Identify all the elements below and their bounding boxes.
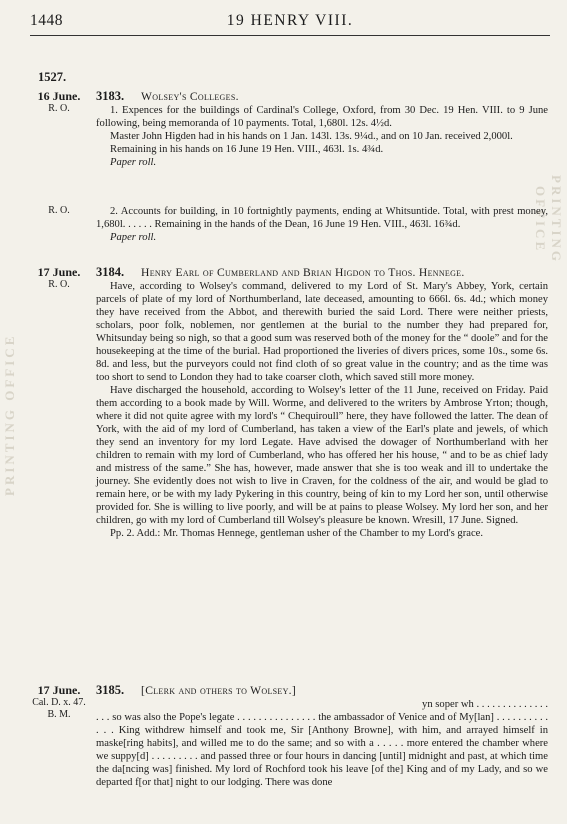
- entry-title: Henry Earl of Cumberland and Brian Higdon to Thos. Hennege.: [141, 266, 465, 279]
- entry-date: 16 June.: [37, 89, 81, 103]
- entry-number: 3185.: [96, 683, 125, 697]
- entry-note: Paper roll.: [110, 232, 157, 243]
- entry-paragraph: Master John Higden had in his hands on 1 Jan. 143l. 13s. 9¼d., and on 10 Jan. received 2,000l.: [110, 131, 513, 142]
- header-rule: [30, 35, 550, 36]
- page-header: [30, 10, 550, 32]
- page-number: 1448: [30, 12, 63, 29]
- entry-3183-margin: [30, 89, 88, 115]
- entry-date: 17 June.: [37, 265, 81, 279]
- entry-note: Paper roll.: [110, 157, 157, 168]
- entry-note: Pp. 2. Add.: Mr. Thomas Hennege, gentleman usher of the Chamber to my Lord's grace.: [110, 528, 484, 539]
- entry-3184: [96, 265, 548, 540]
- entry-3183: [96, 89, 548, 169]
- entry-3183-part-2: [96, 205, 548, 244]
- entry-fragment: yn soper wh . . . . . . . . . . . . . .: [422, 699, 548, 710]
- entry-3185: [96, 683, 548, 789]
- entry-reference: R. O.: [48, 103, 70, 114]
- entry-heading: [96, 89, 548, 104]
- entry-number: 3183.: [96, 89, 125, 103]
- entry-title: [Clerk and others to Wolsey.]: [141, 684, 297, 697]
- watermark-right: PRINTING OFFICE: [533, 175, 564, 265]
- entry-3183-2-margin: [30, 205, 88, 217]
- watermark-left: PRINTING OFFICE: [2, 333, 17, 497]
- entry-reference: R. O.: [48, 279, 70, 290]
- entry-heading: [96, 683, 548, 698]
- entry-title: Wolsey's Colleges.: [141, 90, 239, 103]
- entry-3185-margin: [30, 683, 88, 721]
- entry-heading: [96, 265, 548, 280]
- entry-reference-2: B. M.: [47, 709, 71, 720]
- entry-paragraph: 1. Expences for the buildings of Cardinal's College, Oxford, from 30 Dec. 19 Hen. VIII. to 9 June following, being memoranda of 10 payments. Total, 1,680l. 12s. 4½d.: [96, 105, 548, 129]
- entry-paragraph: Have discharged the household, according to Wolsey's letter of the 11 June, received on Friday. Paid them according to a book made by Will. Worme, and delivered to the writers by Ambrose Yrton; though, where it did not quite agree with my lord's “ Chequiroull” here, they have followed the latter. The dean of York, with the aid of my lord of Cumberland, has taken a view of the Earl's plate and jewels, of which they send an inventory for my lord Legate. Have advised the dowager of Northumberland with her children to remain with my lord of Cumberland, who has offered her his house, “ and to be as chief lady and mistress of the same.” She has, however, made answer that she is too weak and ill to undertake the journey. She evidently does not wish to live in Craven, for the coldness of the air, and would be glad to remain here, or be with my lady Pykering in this country, being of kin to my Lord her son, until otherwise provided for. She is willing to live poorly, and will be at pains to please Wolsey. My lord her son, and her children, go with my lord of Cumberland till Wolsey's pleasure be known. Wresill, 17 June. Signed.: [96, 385, 548, 526]
- entry-paragraph: Remaining in his hands on 16 June 19 Hen. VIII., 463l. 1s. 4¾d.: [110, 144, 384, 155]
- entry-date: 17 June.: [37, 683, 81, 697]
- entry-3184-margin: [30, 265, 88, 291]
- entry-paragraph: . . . so was also the Pope's legate . . . . . . . . . . . . . . . the ambassador of Venice and of My[lan] . . . . . . . . . . . . . King withdrew himself and took me, Sir [Anthony Browne], with him, and arrayed himself in maske[ring habits], and willed me to do the same; and so with a . . . . . more entered the chamber where we suppy[d] . . . . . . . . . and passed three or four hours in dancing [until] midnight and past, at which time the da[ncing was] finished. My lord of Rochford took his leave [of the] King and of my Lady, and so we departed f[or that] night to our lodging. There was done: [96, 712, 548, 788]
- entry-paragraph: 2. Accounts for building, in 10 fortnightly payments, ending at Whitsuntide. Total, with prest money, 1,680l. . . . . . Remaining in the hands of the Dean, 16 June 19 Hen. VIII., 463l. 16¾d.: [96, 206, 548, 230]
- running-title: 19 HENRY VIII.: [226, 12, 354, 29]
- entry-paragraph: Have, according to Wolsey's command, delivered to my Lord of St. Mary's Abbey, York, certain parcels of plate of my lord of Northumberland, late deceased, amounting to 666l. 6s. 4d.; which money they have received from the Abbot, and therewith buried the said Lord. There were neither priests, scholars, poor folk, noblemen, nor gentlemen at the burial to the number they had prepared for, Whitsunday being so nigh, so that a good sum was reserved both of the money for the “ doole” and for the housekeeping at the time of the burial. Had proportioned the liveries of divers prices, some 10s., some 6s. 8d. and less, but the purveyors could not find cloth of so great value in the country; and as the time was too short to send to London they had to take coarser cloth, which saved still more money.: [96, 281, 548, 383]
- entry-reference: Cal. D. x. 47.: [32, 697, 86, 708]
- entry-reference: R. O.: [48, 205, 70, 216]
- entry-number: 3184.: [96, 265, 125, 279]
- year-label: 1527.: [38, 70, 67, 84]
